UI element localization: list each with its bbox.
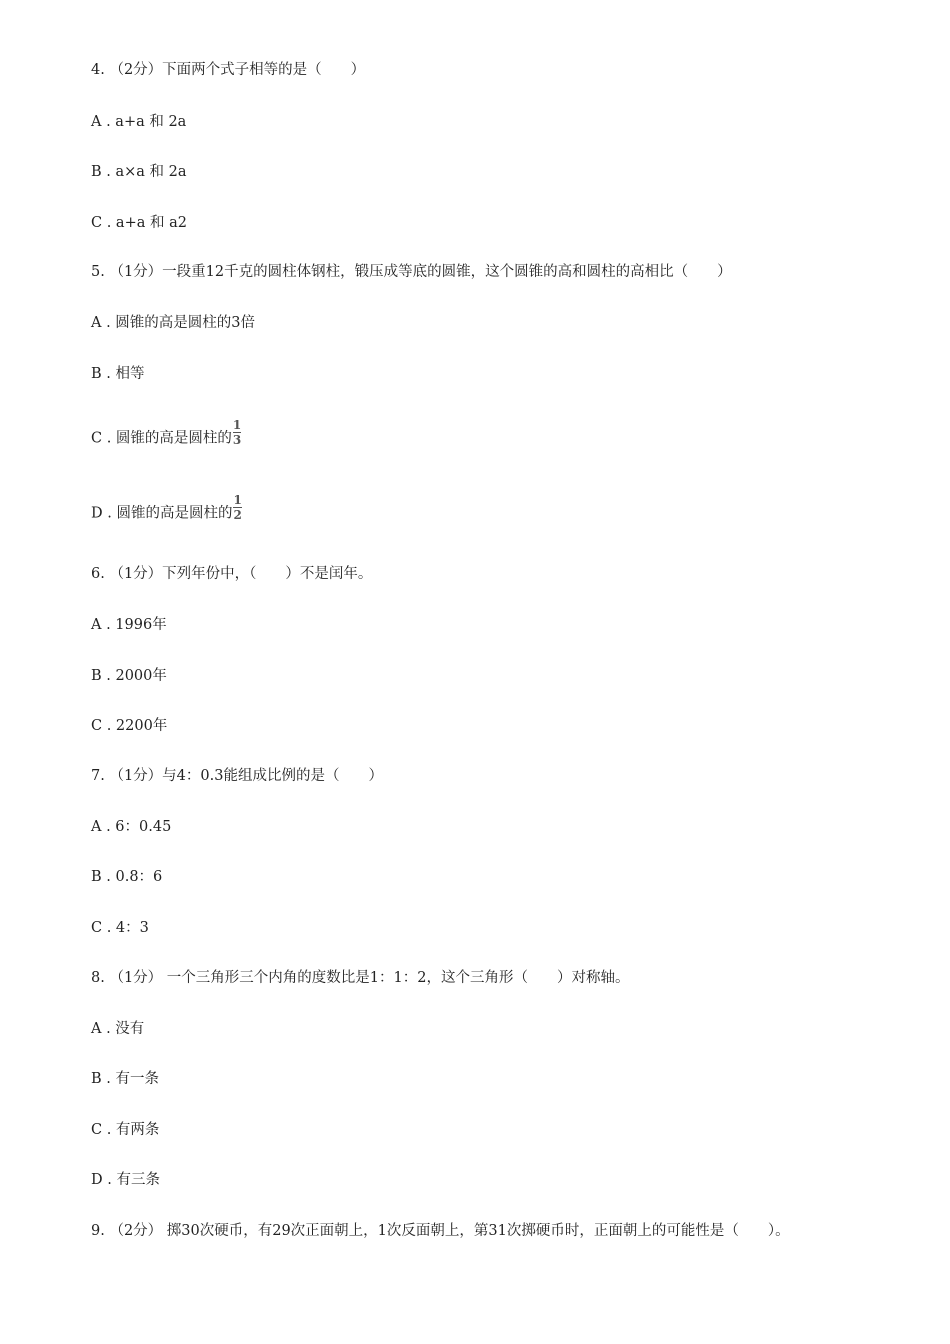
question-8-option-a: A . 没有 bbox=[91, 1021, 145, 1037]
question-8-option-d: D . 有三条 bbox=[91, 1172, 160, 1188]
question-5-option-b: B . 相等 bbox=[91, 366, 145, 382]
question-5-option-a: A . 圆锥的高是圆柱的3倍 bbox=[91, 315, 256, 331]
question-9-stem: 9. （2分） 掷30次硬币，有29次正面朝上，1次反面朝上，第31次掷硬币时，正面朝上的可能性是（ ）。 bbox=[91, 1223, 790, 1239]
fraction-denominator: 2 bbox=[233, 508, 242, 522]
question-6-stem: 6. （1分）下列年份中，（ ）不是闰年。 bbox=[91, 566, 373, 582]
question-5-option-d bbox=[91, 493, 242, 527]
question-6-option-b: B . 2000年 bbox=[91, 668, 167, 684]
fraction-denominator: 3 bbox=[232, 433, 242, 447]
question-4-option-c: C . a+a 和 a2 bbox=[91, 215, 187, 231]
fraction-one-half bbox=[233, 494, 241, 521]
question-5-option-d-text: D . 圆锥的高是圆柱的 bbox=[91, 505, 233, 522]
question-5-option-c bbox=[91, 418, 242, 452]
question-7-option-b: B . 0.8：6 bbox=[91, 869, 163, 885]
question-4-option-a: A . a+a 和 2a bbox=[91, 114, 187, 130]
question-6-option-c: C . 2200年 bbox=[91, 718, 168, 734]
fraction-one-third bbox=[233, 419, 241, 446]
question-6-option-a: A . 1996年 bbox=[91, 617, 167, 633]
question-8-stem: 8. （1分） 一个三角形三个内角的度数比是1：1：2，这个三角形（ ）对称轴。 bbox=[91, 970, 630, 986]
fraction-numerator: 1 bbox=[232, 418, 242, 432]
question-7-option-a: A . 6：0.45 bbox=[91, 819, 172, 835]
question-7-stem: 7. （1分）与4：0.3能组成比例的是（ ） bbox=[91, 768, 383, 784]
fraction-numerator: 1 bbox=[233, 493, 242, 507]
question-5-stem: 5. （1分）一段重12千克的圆柱体钢柱，锻压成等底的圆锥，这个圆锥的高和圆柱的高相比（ ） bbox=[91, 264, 732, 280]
question-4-stem: 4. （2分）下面两个式子相等的是（ ） bbox=[91, 62, 366, 78]
question-8-option-b: B . 有一条 bbox=[91, 1071, 159, 1087]
question-4-option-b: B . a×a 和 2a bbox=[91, 164, 187, 180]
question-8-option-c: C . 有两条 bbox=[91, 1122, 160, 1138]
question-5-option-c-text: C . 圆锥的高是圆柱的 bbox=[91, 430, 232, 447]
question-7-option-c: C . 4：3 bbox=[91, 920, 149, 936]
